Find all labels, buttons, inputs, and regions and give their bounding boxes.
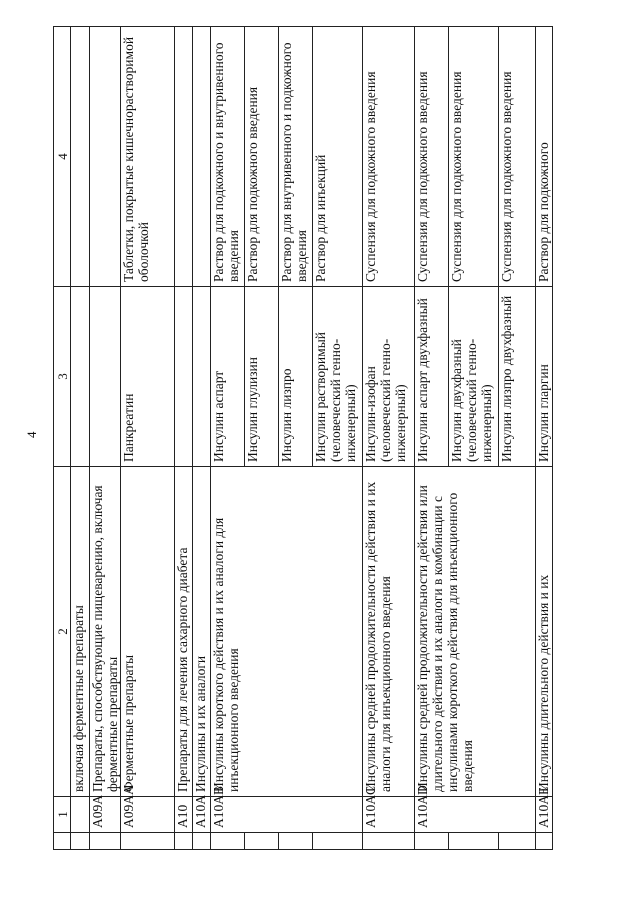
cell-drug: Панкреатин <box>121 287 175 467</box>
cell-drug: Инсулин аспарт двухфазный <box>415 287 449 467</box>
cell-name: Инсулины средней продолжительности действия или длительного действия и их аналоги в комбинации с инсулинами короткого действия для инъекционного введения <box>415 467 536 797</box>
table-row <box>211 27 245 850</box>
cell-drug <box>90 287 121 467</box>
row-gutter <box>121 833 175 850</box>
table-row <box>193 27 211 850</box>
row-gutter <box>245 833 279 850</box>
cell-code: A09AA <box>121 797 175 833</box>
cell-code: A10AB <box>211 797 363 833</box>
header-col-2: 2 <box>54 467 71 797</box>
table-row <box>363 27 415 850</box>
cell-form: Суспензия для подкожного введения <box>449 27 499 287</box>
cell-name: Инсулины и их аналоги <box>193 467 211 797</box>
cell-form: Суспензия для подкожного введения <box>415 27 449 287</box>
cell-name: Препараты для лечения сахарного диабета <box>175 467 193 797</box>
row-gutter <box>536 833 553 850</box>
cell-form: Суспензия для подкожного введения <box>363 27 415 287</box>
header-col-4: 4 <box>54 27 71 287</box>
row-gutter <box>313 833 363 850</box>
cell-form: Раствор для подкожного <box>536 27 553 287</box>
cell-drug: Инсулин глулизин <box>245 287 279 467</box>
cell-name: Инсулины средней продолжительности действия и их аналоги для инъекционного введения <box>363 467 415 797</box>
cell-drug <box>193 287 211 467</box>
row-gutter <box>449 833 499 850</box>
table-row <box>121 27 175 850</box>
cell-form: Раствор для подкожного и внутривенного введения <box>211 27 245 287</box>
row-gutter <box>363 833 415 850</box>
cell-form: Раствор для инъекций <box>313 27 363 287</box>
cell-drug: Инсулин лизпро двухфазный <box>499 287 536 467</box>
table-row <box>536 27 553 850</box>
header-col-1: 1 <box>54 797 71 833</box>
cell-form: Таблетки, покрытые кишечнорастворимой оболочкой <box>121 27 175 287</box>
cell-drug: Инсулин гларгин <box>536 287 553 467</box>
cell-name: включая ферментные препараты <box>71 467 90 797</box>
page-number: 4 <box>24 431 39 438</box>
row-gutter <box>279 833 313 850</box>
row-gutter <box>211 833 245 850</box>
cell-drug: Инсулин аспарт <box>211 287 245 467</box>
cell-code: A10AE <box>536 797 553 833</box>
table-row <box>415 27 449 850</box>
cell-name: Инсулины длительного действия и их <box>536 467 553 797</box>
cell-code: A10AD <box>415 797 536 833</box>
table-row <box>71 27 90 850</box>
cell-form <box>90 27 121 287</box>
cell-name: Инсулины короткого действия и их аналоги для инъекционного введения <box>211 467 363 797</box>
cell-form <box>175 27 193 287</box>
header-row <box>54 27 71 850</box>
cell-drug: Инсулин-изофан (человеческий генно-инженерный) <box>363 287 415 467</box>
cell-form: Суспензия для подкожного введения <box>499 27 536 287</box>
cell-drug <box>175 287 193 467</box>
row-gutter <box>90 833 121 850</box>
cell-drug: Инсулин лизпро <box>279 287 313 467</box>
cell-code <box>71 797 90 833</box>
cell-code: A10AC <box>363 797 415 833</box>
drug-table <box>53 26 553 850</box>
header-col-3: 3 <box>54 287 71 467</box>
cell-name: Ферментные препараты <box>121 467 175 797</box>
row-gutter <box>415 833 449 850</box>
row-gutter <box>71 833 90 850</box>
cell-form <box>193 27 211 287</box>
cell-code: A09A <box>90 797 121 833</box>
cell-drug: Инсулин растворимый (человеческий генно-инженерный) <box>313 287 363 467</box>
table-row <box>90 27 121 850</box>
cell-drug <box>71 287 90 467</box>
row-gutter <box>499 833 536 850</box>
cell-code: A10 <box>175 797 193 833</box>
cell-drug: Инсулин двухфазный (человеческий генно-инженерный) <box>449 287 499 467</box>
header-corner <box>54 833 71 850</box>
row-gutter <box>193 833 211 850</box>
cell-code: A10A <box>193 797 211 833</box>
row-gutter <box>175 833 193 850</box>
cell-name: Препараты, способствующие пищеварению, включая ферментные препараты <box>90 467 121 797</box>
table-row <box>175 27 193 850</box>
cell-form: Раствор для внутривенного и подкожного введения <box>279 27 313 287</box>
cell-form <box>71 27 90 287</box>
cell-form: Раствор для подкожного введения <box>245 27 279 287</box>
